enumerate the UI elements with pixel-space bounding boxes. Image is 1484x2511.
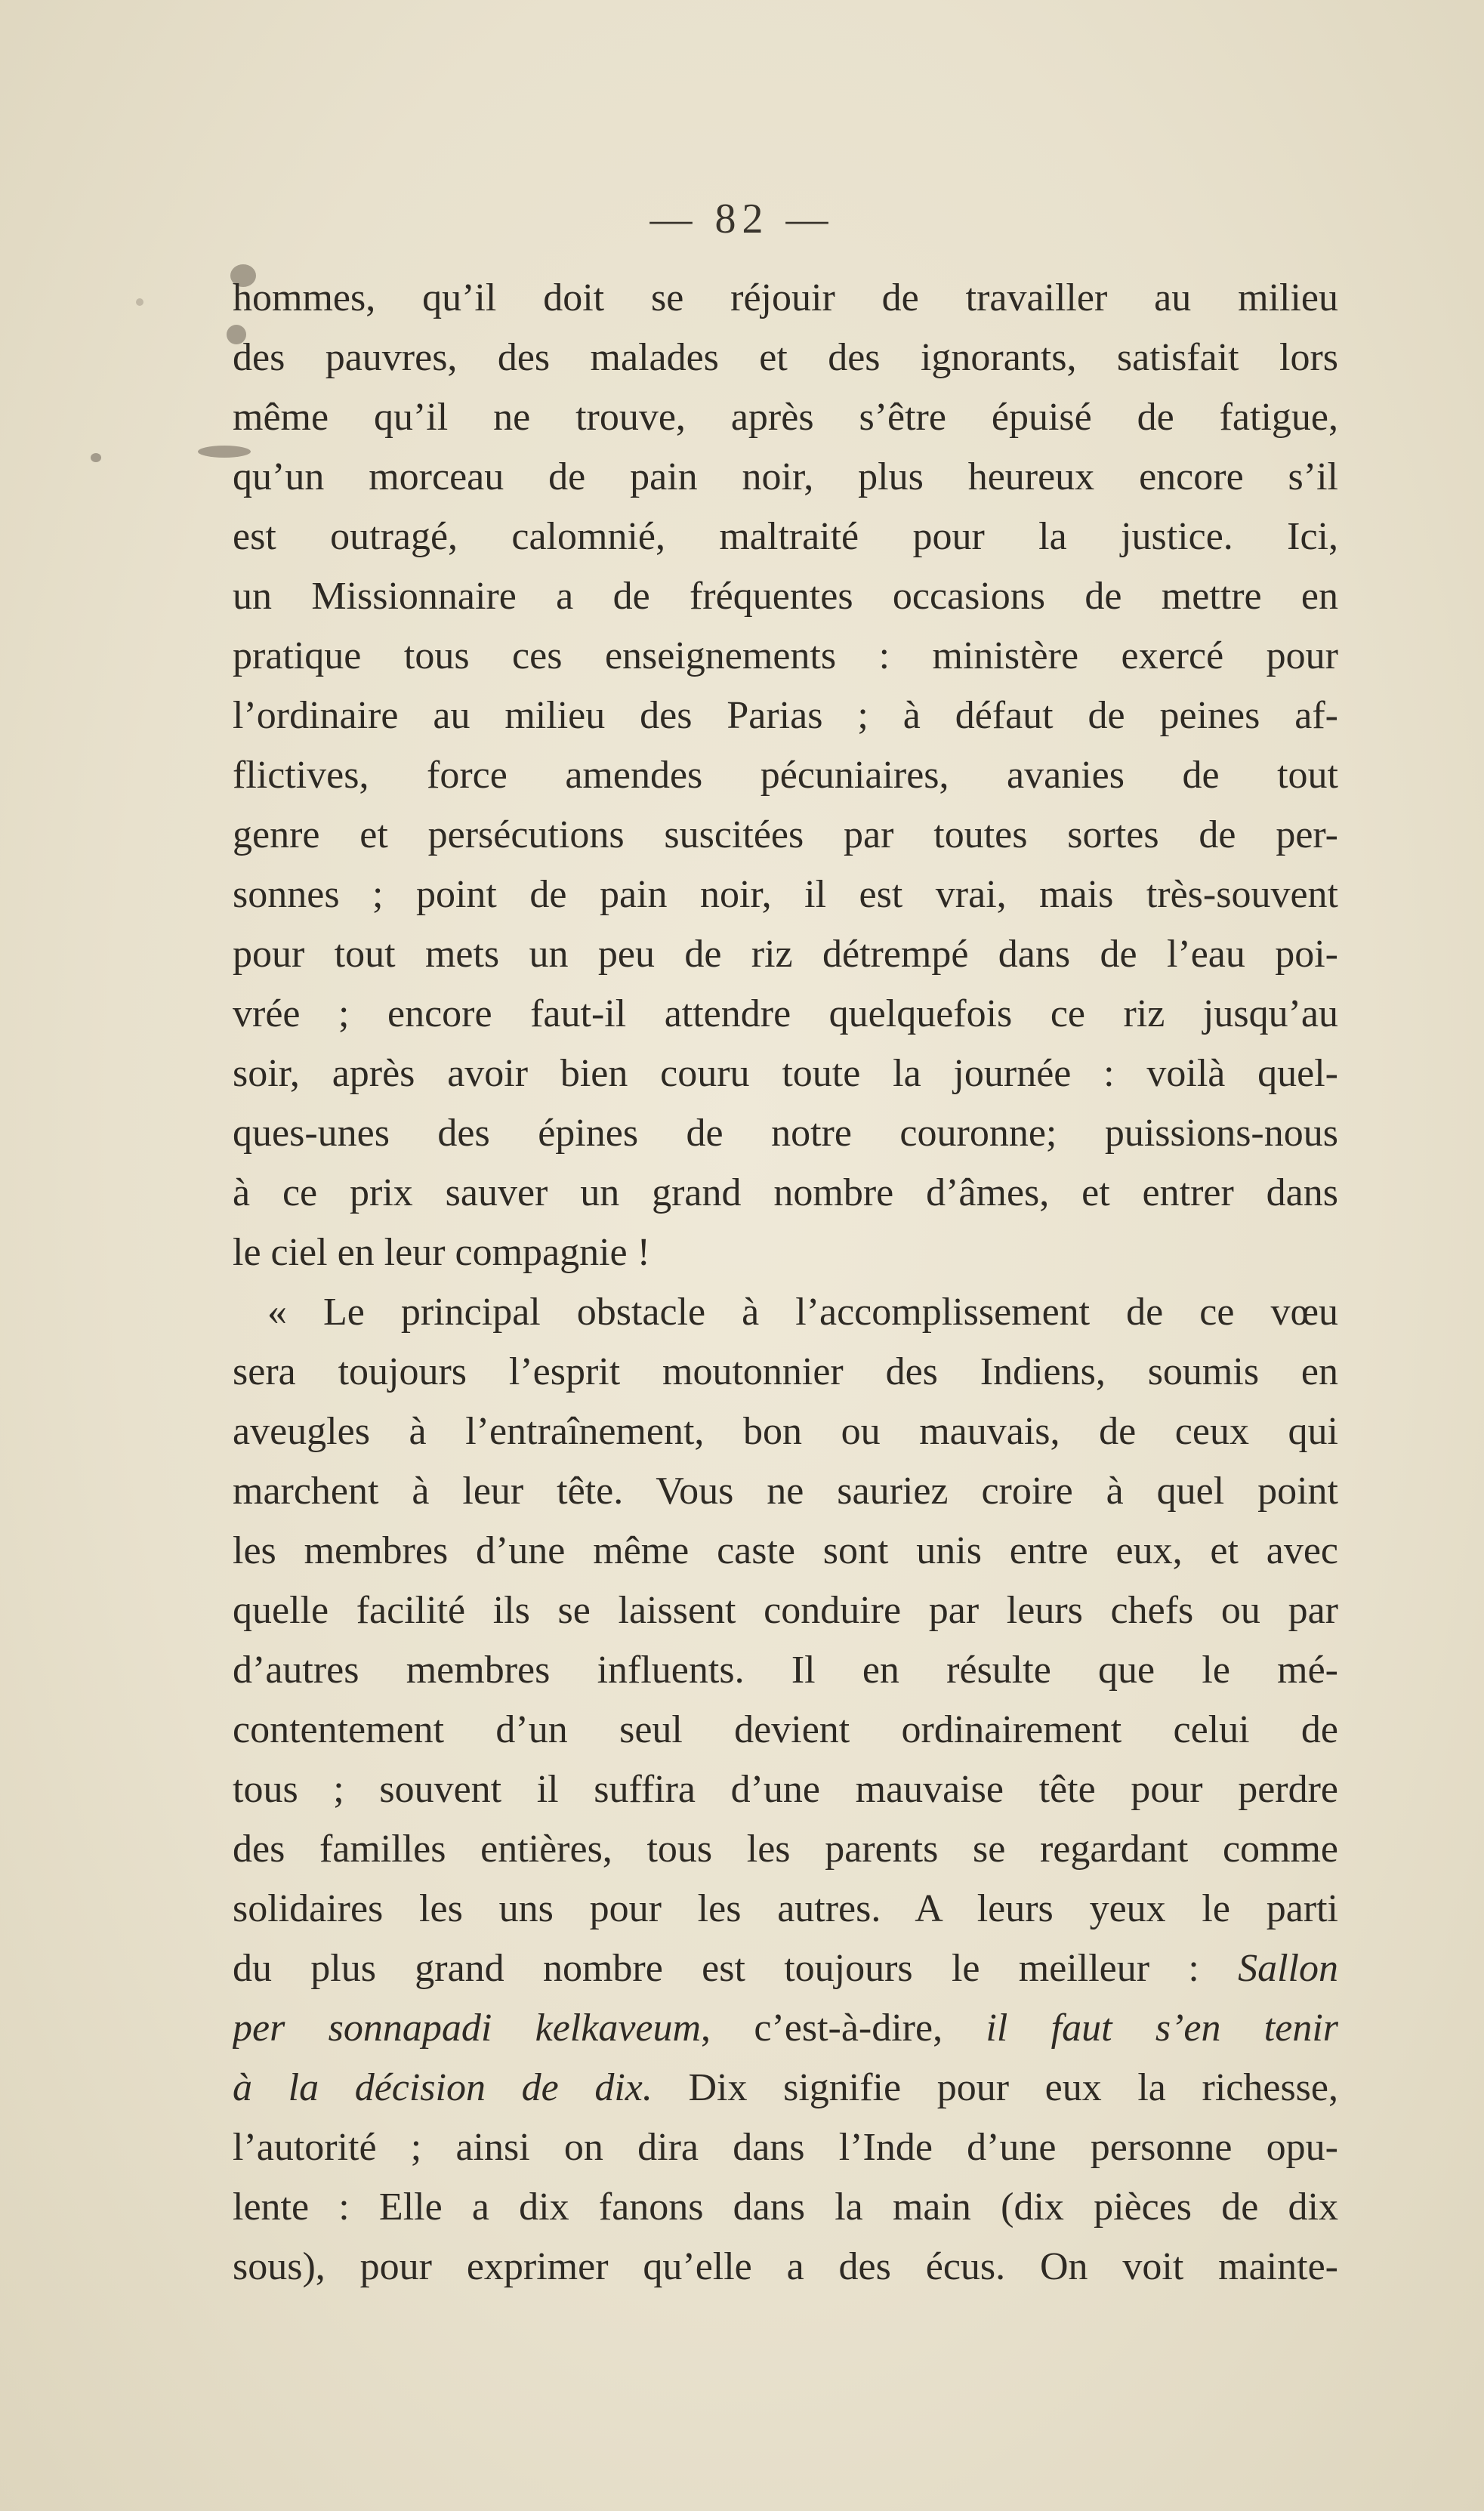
text-line: sera toujours l’esprit moutonnier des Indiens, soumis en	[233, 1350, 1338, 1393]
text-line: l’autorité ; ainsi on dira dans l’Inde d’une personne opu-	[233, 2126, 1338, 2169]
text-line: hommes, qu’il doit se réjouir de travailler au milieu	[233, 276, 1338, 319]
text-segment: , c’est-à-dire,	[701, 2007, 986, 2050]
text-line: aveugles à l’entraînement, bon ou mauvais, de ceux qui	[233, 1410, 1338, 1453]
text-line-mixed	[233, 1998, 1338, 2058]
text-line-mixed	[233, 1939, 1338, 1998]
text-segment: du plus grand nombre est toujours le meilleur :	[233, 1947, 1199, 1990]
paragraph-end-line: le ciel en leur compagnie !	[233, 1231, 650, 1274]
text-line: soir, après avoir bien couru toute la journée : voilà quel-	[233, 1052, 1338, 1095]
text-line: lente : Elle a dix fanons dans la main (dix pièces de dix	[233, 2186, 1338, 2229]
text-line: des pauvres, des malades et des ignorants, satisfait lors	[233, 336, 1338, 379]
text-line: les membres d’une même caste sont unis entre eux, et avec	[233, 1529, 1338, 1572]
italic-phrase: per sonnapadi kelkaveum	[233, 2007, 702, 2050]
text-line: même qu’il ne trouve, après s’être épuisé de fatigue,	[233, 396, 1338, 439]
text-line: sous), pour exprimer qu’elle a des écus. On voit mainte-	[233, 2245, 1338, 2288]
text-line: contentement d’un seul devient ordinairement celui de	[233, 1708, 1338, 1751]
text-line: marchent à leur tête. Vous ne sauriez croire à quel point	[233, 1470, 1338, 1513]
italic-phrase: il faut s’en tenir	[986, 2007, 1338, 2050]
text-line: vrée ; encore faut-il attendre quelquefois ce riz jusqu’au	[233, 992, 1338, 1035]
text-line: à ce prix sauver un grand nombre d’âmes, et entrer dans	[233, 1171, 1338, 1214]
text-line: tous ; souvent il suffira d’une mauvaise tête pour perdre	[233, 1768, 1338, 1811]
text-line: des familles entières, tous les parents se regardant comme	[233, 1828, 1338, 1871]
text-line: l’ordinaire au milieu des Parias ; à défaut de peines af-	[233, 694, 1338, 737]
text-line: flictives, force amendes pécuniaires, avanies de tout	[233, 754, 1338, 797]
italic-phrase: à la décision de dix.	[233, 2066, 653, 2109]
text-line: pour tout mets un peu de riz détrempé dans de l’eau poi-	[233, 933, 1338, 976]
ink-stain	[91, 453, 101, 462]
text-line-mixed	[233, 2058, 1338, 2118]
italic-phrase: Sallon	[1238, 1947, 1338, 1990]
text-line: solidaires les uns pour les autres. A leurs yeux le parti	[233, 1887, 1338, 1930]
text-line: qu’un morceau de pain noir, plus heureux encore s’il	[233, 455, 1338, 498]
text-line: quelle facilité ils se laissent conduire par leurs chefs ou par	[233, 1589, 1338, 1632]
text-line: un Missionnaire a de fréquentes occasions de mettre en	[233, 575, 1338, 618]
text-line: d’autres membres influents. Il en résulte que le mé-	[233, 1649, 1338, 1692]
text-line: est outragé, calomnié, maltraité pour la justice. Ici,	[233, 515, 1338, 558]
page-number: — 82 —	[649, 196, 835, 242]
ink-stain	[136, 298, 143, 306]
text-line: genre et persécutions suscitées par toutes sortes de per-	[233, 813, 1338, 856]
paragraph-start-line: « Le principal obstacle à l’accomplissement de ce vœu	[267, 1291, 1338, 1334]
text-segment: Dix signifie pour eux la richesse,	[652, 2066, 1338, 2109]
text-line: sonnes ; point de pain noir, il est vrai, mais très-souvent	[233, 873, 1338, 916]
text-line: ques-unes des épines de notre couronne; puissions-nous	[233, 1112, 1338, 1155]
body-text	[233, 268, 1338, 2297]
text-line: pratique tous ces enseignements : ministère exercé pour	[233, 634, 1338, 677]
